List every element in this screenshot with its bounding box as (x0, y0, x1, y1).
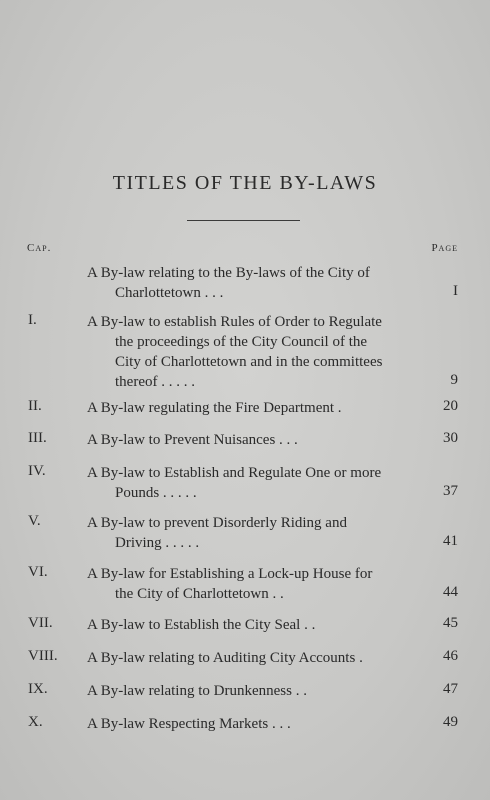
entry-title-line: the proceedings of the City Council of the (115, 334, 368, 350)
chapter-number: III. (28, 430, 47, 446)
chapter-number: IV. (28, 463, 46, 479)
entry-title-line: A By-law Respecting Markets . . . (87, 716, 291, 732)
page-number: 9 (450, 372, 458, 388)
entry-title-line: A By-law to Establish the City Seal . . (87, 617, 316, 633)
entry-title (87, 430, 417, 450)
entry-title-line: Pounds . . . . . (115, 485, 197, 501)
entry-title (87, 648, 417, 668)
page-number: I (453, 283, 458, 299)
chapter-number: X. (28, 714, 43, 730)
chapter-number: II. (28, 398, 42, 414)
entry-title-line: A By-law to prevent Disorderly Riding and (87, 515, 347, 531)
entry-title-line: Driving . . . . . (115, 535, 200, 551)
entry-title-line: A By-law for Establishing a Lock-up House for (87, 566, 373, 582)
entry-title-line: thereof . . . . . (115, 374, 195, 390)
entry-title-line: A By-law to Establish and Regulate One or more (87, 465, 382, 481)
entry-title-line: A By-law to establish Rules of Order to Regulate (87, 314, 382, 330)
entry-title (87, 312, 417, 392)
entry-title (87, 714, 417, 734)
chapter-number: I. (28, 312, 37, 328)
chapter-number: V. (28, 513, 41, 529)
page-title: TITLES OF THE BY-LAWS (112, 172, 378, 194)
entry-title-line: A By-law relating to Auditing City Accounts . (87, 650, 363, 666)
entry-title-line: the City of Charlottetown . . (115, 586, 284, 602)
page-number: 20 (443, 398, 458, 414)
entry-title (87, 398, 417, 418)
entry-title (87, 463, 417, 503)
entry-title (87, 263, 417, 303)
page-number: 45 (443, 615, 458, 631)
entry-title (87, 564, 417, 604)
title-divider (187, 220, 300, 221)
entry-title (87, 681, 417, 701)
page-number: 37 (443, 483, 458, 499)
chapter-number: VI. (28, 564, 48, 580)
entry-title (87, 615, 417, 635)
chapter-number: VIII. (28, 648, 58, 664)
page-column-header: Page (431, 242, 458, 254)
entry-title (87, 513, 417, 553)
cap-column-header: Cap. (27, 242, 52, 254)
entry-title-line: City of Charlottetown and in the committees (115, 354, 383, 370)
entry-title-line: A By-law to Prevent Nuisances . . . (87, 432, 298, 448)
entry-title-line: Charlottetown . . . (115, 285, 224, 301)
chapter-number: IX. (28, 681, 48, 697)
chapter-number: VII. (28, 615, 53, 631)
page-number: 30 (443, 430, 458, 446)
page-number: 44 (443, 584, 458, 600)
page-number: 46 (443, 648, 458, 664)
entry-title-line: A By-law regulating the Fire Department . (87, 400, 342, 416)
page-number: 47 (443, 681, 458, 697)
page-number: 49 (443, 714, 458, 730)
entry-title-line: A By-law relating to Drunkenness . . (87, 683, 307, 699)
entry-title-line: A By-law relating to the By-laws of the City of (87, 265, 370, 281)
page-number: 41 (443, 533, 458, 549)
